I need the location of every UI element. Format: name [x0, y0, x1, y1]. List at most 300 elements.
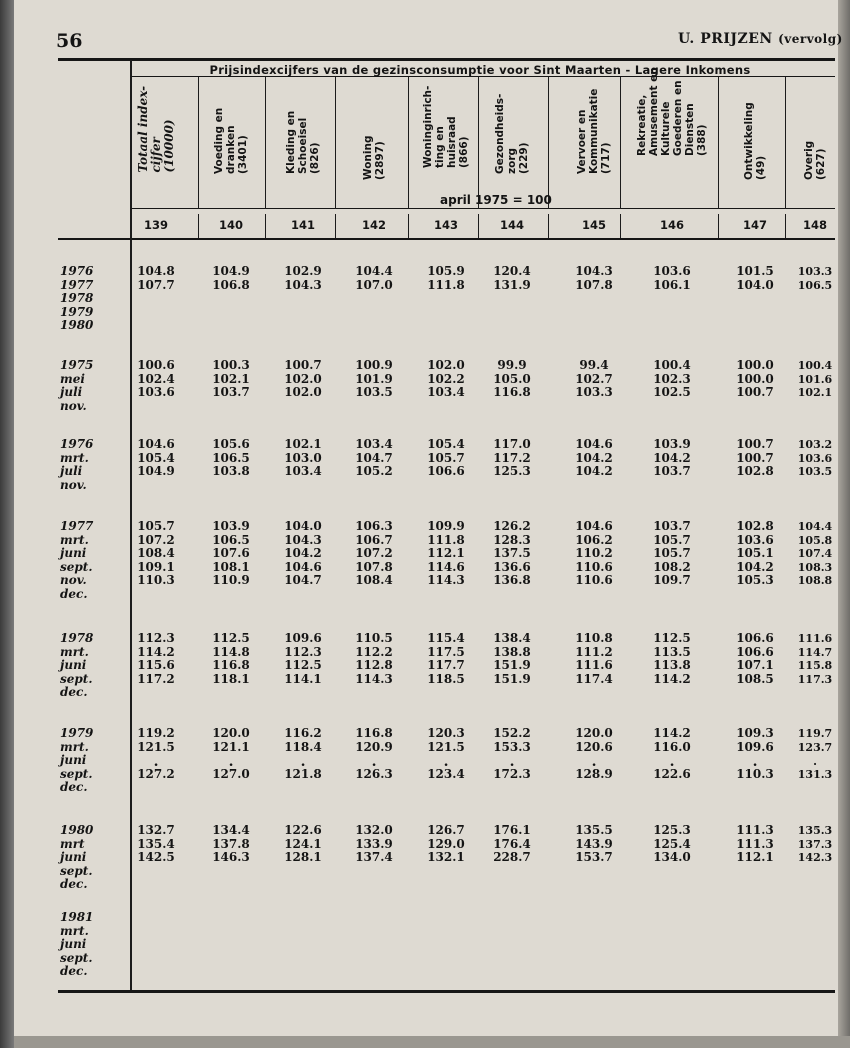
table-cell: 121.5 [137, 739, 175, 754]
table-cell: 114.2 [653, 671, 691, 686]
column-number: 143 [433, 218, 458, 232]
table-cell: 105.3 [736, 573, 774, 587]
table-cell: 137.5 [493, 546, 531, 560]
column-number: 145 [581, 218, 606, 232]
table-cell: 103.7 [653, 519, 691, 533]
table-cell: 135.3 [797, 824, 833, 837]
column-header [783, 78, 847, 196]
table-cell: 104.6 [575, 519, 613, 533]
table-cell: 100.7 [736, 450, 774, 465]
row-period-label: 1978 [60, 291, 94, 305]
table-cell: 112.8 [355, 658, 393, 672]
table-cell: 107.7 [137, 277, 175, 292]
table-cell: 102.8 [736, 464, 774, 478]
table-cell: 109.1 [137, 559, 175, 574]
table-cell: 104.2 [736, 559, 774, 574]
table-cell: 112.2 [355, 644, 393, 659]
table-cell: 135.5 [575, 823, 613, 837]
table-cell: 110.2 [575, 546, 613, 560]
table-cell: 110.6 [575, 559, 613, 574]
table-cell: 100.0 [736, 371, 774, 386]
row-period-label: sept. [60, 559, 93, 574]
missing-value-dot: . [752, 754, 758, 770]
table-cell: 104.2 [575, 464, 613, 478]
table-cell: 104.6 [284, 559, 322, 574]
table-cell: 108.2 [653, 559, 691, 574]
table-cell: 132.1 [427, 850, 465, 864]
table-cell: 108.4 [137, 546, 175, 560]
table-cell: 103.4 [284, 464, 322, 478]
horizontal-rule [58, 990, 835, 993]
table-cell: 128.3 [493, 532, 531, 547]
table-cell: 129.0 [427, 836, 465, 851]
table-cell: 107.1 [736, 658, 774, 672]
section-letter: U. [678, 31, 695, 47]
table-cell: 102.5 [653, 385, 691, 399]
table-cell: 112.5 [653, 631, 691, 645]
table-cell: 124.1 [284, 836, 322, 851]
row-period-label: juni [60, 850, 87, 864]
table-cell: 108.3 [797, 560, 833, 574]
column-divider [548, 77, 549, 209]
section-title: PRIJZEN [700, 31, 773, 47]
table-cell: 108.8 [797, 574, 833, 587]
table-cell: 103.6 [736, 532, 774, 547]
table-cell: 104.4 [355, 264, 393, 278]
column-header-label: Ontwikkeling (49) [743, 102, 767, 180]
missing-value-dot: . [228, 754, 234, 770]
table-cell: 103.2 [797, 438, 833, 451]
table-cell: 102.1 [797, 386, 833, 399]
table-cell: 110.9 [212, 573, 250, 587]
table-cell: 106.7 [355, 532, 393, 547]
table-cell: 117.2 [493, 450, 531, 465]
column-header [562, 78, 626, 196]
table-cell: 102.0 [427, 358, 465, 372]
missing-value-dot: . [591, 754, 597, 770]
column-divider [265, 77, 266, 209]
table-cell: 132.7 [137, 823, 175, 837]
row-period-label: dec. [60, 964, 88, 978]
column-header-label: Kleding en Schoeisel (826) [285, 110, 321, 174]
table-cell: 112.3 [137, 631, 175, 645]
table-cell: 117.4 [575, 671, 613, 686]
table-cell: 112.5 [284, 658, 322, 672]
table-cell: 142.3 [797, 851, 833, 864]
table-cell: 103.5 [797, 465, 833, 478]
table-cell: 104.9 [137, 464, 175, 478]
table-cell: 102.4 [137, 371, 175, 386]
row-period-label: juni [60, 546, 87, 560]
table-cell: 115.4 [427, 631, 465, 645]
table-cell: 100.4 [653, 358, 691, 372]
table-cell: 110.6 [575, 573, 613, 587]
table-cell: 111.3 [736, 823, 774, 837]
table-cell: 151.9 [493, 658, 531, 672]
table-cell: 112.5 [212, 631, 250, 645]
table-cell: 104.7 [284, 573, 322, 587]
table-cell: 100.9 [355, 358, 393, 372]
row-period-label: dec. [60, 780, 88, 794]
table-cell: 114.6 [427, 559, 465, 574]
row-period-label: sept. [60, 863, 93, 878]
table-cell: 111.3 [736, 836, 774, 851]
table-cell: 121.5 [427, 739, 465, 754]
page-number: 56 [56, 30, 83, 52]
row-period-label: juni [60, 658, 87, 672]
table-cell: 116.8 [355, 726, 393, 740]
row-period-label: 1977 [60, 519, 94, 533]
table-cell: 107.2 [137, 532, 175, 547]
table-cell: 142.5 [137, 850, 175, 864]
column-number-tick [265, 214, 266, 238]
table-cell: 106.2 [575, 532, 613, 547]
column-header-label: Woninginrich- ting en huisraad (866) [422, 85, 470, 168]
table-cell: 101.6 [797, 372, 833, 386]
row-period-label: mrt [60, 836, 85, 851]
column-header [636, 67, 708, 196]
table-cell: 118.5 [427, 671, 465, 686]
row-period-label: juni [60, 937, 87, 951]
table-cell: 103.7 [212, 385, 250, 399]
table-cell: 110.3 [736, 766, 774, 781]
column-number: 146 [659, 218, 684, 232]
row-period-label: 1975 [60, 358, 94, 372]
table-cell: 103.6 [137, 385, 175, 399]
table-cell: 103.6 [653, 264, 691, 278]
table-cell: 107.0 [355, 277, 393, 292]
row-period-label: mrt. [60, 450, 89, 465]
row-period-label: mrt. [60, 923, 89, 938]
page-header [678, 31, 843, 47]
table-cell: 125.3 [493, 464, 531, 478]
column-divider [478, 77, 479, 209]
table-cell: 103.7 [653, 464, 691, 478]
table-cell: 138.4 [493, 631, 531, 645]
horizontal-rule [58, 238, 835, 240]
table-cell: 104.2 [653, 450, 691, 465]
column-number-tick [718, 214, 719, 238]
table-cell: 103.5 [355, 385, 393, 399]
table-cell: 108.1 [212, 559, 250, 574]
table-cell: 117.3 [797, 672, 833, 686]
table-cell: 102.9 [284, 264, 322, 278]
missing-value-dot: . [813, 755, 817, 768]
row-period-label: nov. [60, 477, 87, 492]
table-cell: 102.8 [736, 519, 774, 533]
row-period-label: 1981 [60, 910, 94, 924]
row-period-label: sept. [60, 671, 93, 686]
table-cell: 112.1 [736, 850, 774, 864]
table-cell: 125.3 [653, 823, 691, 837]
table-cell: 121.1 [212, 739, 250, 754]
missing-value-dot: . [300, 754, 306, 770]
column-header-label: Rekreatie, Amusement en Kulturele Goederen en Diensten (388) [636, 67, 708, 156]
row-period-label: 1978 [60, 631, 94, 645]
table-cell: 110.5 [355, 631, 393, 645]
table-cell: 102.1 [284, 437, 322, 451]
table-cell: 153.3 [493, 739, 531, 754]
table-cell: 102.7 [575, 371, 613, 386]
table-cell: 102.3 [653, 371, 691, 386]
table-cell: 143.9 [575, 836, 613, 851]
column-number: 147 [742, 218, 767, 232]
table-cell: 110.3 [137, 573, 175, 587]
table-cell: 116.8 [212, 658, 250, 672]
table-cell: 176.4 [493, 836, 531, 851]
table-cell: 102.2 [427, 371, 465, 386]
table-cell: 105.7 [653, 532, 691, 547]
table-cell: 120.4 [493, 264, 531, 278]
row-period-label: 1980 [60, 823, 94, 837]
table-cell: 104.3 [284, 532, 322, 547]
column-number: 139 [143, 218, 168, 232]
table-cell: 105.9 [427, 264, 465, 278]
table-cell: 153.7 [575, 850, 613, 864]
table-cell: 228.7 [493, 850, 531, 864]
table-cell: 111.2 [575, 644, 613, 659]
table-cell: 118.1 [212, 671, 250, 686]
table-cell: 108.4 [355, 573, 393, 587]
column-number-tick [548, 214, 549, 238]
table-cell: 99.4 [579, 358, 609, 372]
row-period-label: juli [60, 385, 83, 399]
table-cell: 109.6 [284, 631, 322, 645]
table-cell: 122.6 [653, 766, 691, 781]
column-header-label: Totaal index- cijfer (10000) [135, 85, 176, 173]
table-cell: 109.9 [427, 519, 465, 533]
row-period-label: 1977 [60, 277, 94, 292]
table-cell: 132.0 [355, 823, 393, 837]
table-cell: 105.7 [653, 546, 691, 560]
table-cell: 104.3 [284, 277, 322, 292]
table-cell: 100.7 [736, 437, 774, 451]
table-cell: 117.7 [427, 658, 465, 672]
table-cell: 103.4 [355, 437, 393, 451]
table-cell: 103.6 [797, 451, 833, 465]
column-number: 144 [499, 218, 524, 232]
column-header [199, 78, 263, 196]
page-edge-bottom [14, 1036, 850, 1048]
horizontal-rule [130, 208, 835, 209]
column-number-tick [335, 214, 336, 238]
column-number: 140 [218, 218, 243, 232]
table-cell: 105.0 [493, 371, 531, 386]
table-cell: 109.7 [653, 573, 691, 587]
table-cell: 112.3 [284, 644, 322, 659]
table-cell: 106.5 [797, 278, 833, 292]
column-number: 141 [290, 218, 315, 232]
table-cell: 106.1 [653, 277, 691, 292]
table-cell: 151.9 [493, 671, 531, 686]
table-cell: 104.4 [797, 520, 833, 533]
column-header [124, 78, 188, 196]
table-cell: 104.2 [284, 546, 322, 560]
column-number-tick [478, 214, 479, 238]
row-period-label: juli [60, 464, 83, 478]
table-cell: 103.8 [212, 464, 250, 478]
column-header-label: Voeding en dranken (3401) [213, 107, 249, 174]
table-cell: 152.2 [493, 726, 531, 740]
table-cell: 103.0 [284, 450, 322, 465]
table-cell: 105.2 [355, 464, 393, 478]
table-cell: 105.4 [137, 450, 175, 465]
table-cell: 176.1 [493, 823, 531, 837]
table-cell: 121.8 [284, 766, 322, 781]
row-period-label: dec. [60, 877, 88, 891]
table-cell: 137.4 [355, 850, 393, 864]
column-header-label: Vervoer en Kommunikatie (717) [576, 88, 612, 174]
table-cell: 114.3 [427, 573, 465, 587]
column-header [414, 78, 478, 196]
table-cell: 108.5 [736, 671, 774, 686]
table-cell: 116.0 [653, 739, 691, 754]
column-header-label: Woning (2897) [362, 135, 386, 180]
table-cell: 111.8 [427, 277, 465, 292]
column-header [342, 78, 406, 196]
table-cell: 117.0 [493, 437, 531, 451]
table-cell: 131.9 [493, 277, 531, 292]
column-divider [718, 77, 719, 209]
table-cell: 107.6 [212, 546, 250, 560]
table-cell: 120.3 [427, 726, 465, 740]
table-cell: 122.6 [284, 823, 322, 837]
table-cell: 105.1 [736, 546, 774, 560]
table-cell: 105.6 [212, 437, 250, 451]
horizontal-rule [58, 58, 835, 61]
row-period-label: mei [60, 371, 85, 386]
column-number-tick [408, 214, 409, 238]
table-cell: 128.9 [575, 766, 613, 781]
table-cell: 105.7 [137, 519, 175, 533]
table-cell: 114.2 [137, 644, 175, 659]
table-cell: 113.8 [653, 658, 691, 672]
column-divider [408, 77, 409, 209]
table-cell: 103.9 [212, 519, 250, 533]
table-cell: 137.8 [212, 836, 250, 851]
table-cell: 116.8 [493, 385, 531, 399]
table-cell: 104.2 [575, 450, 613, 465]
base-period-note: april 1975 = 100 [440, 193, 552, 207]
table-cell: 128.1 [284, 850, 322, 864]
table-cell: 106.3 [355, 519, 393, 533]
table-cell: 111.8 [427, 532, 465, 547]
missing-value-dot: . [371, 754, 377, 770]
table-cell: 120.0 [212, 726, 250, 740]
row-period-label: 1976 [60, 437, 94, 451]
table-cell: 104.7 [355, 450, 393, 465]
column-header [480, 78, 544, 196]
table-cell: 109.3 [736, 726, 774, 740]
table-cell: 119.2 [137, 726, 175, 740]
table-cell: 116.2 [284, 726, 322, 740]
table-cell: 104.3 [575, 264, 613, 278]
row-period-label: sept. [60, 950, 93, 965]
table-cell: 146.3 [212, 850, 250, 864]
table-cell: 103.4 [427, 385, 465, 399]
table-cell: 114.3 [355, 671, 393, 686]
table-cell: 103.3 [797, 265, 833, 278]
table-cell: 112.1 [427, 546, 465, 560]
table-cell: 107.8 [355, 559, 393, 574]
table-cell: 126.2 [493, 519, 531, 533]
row-period-label: 1979 [60, 304, 94, 319]
missing-value-dot: . [669, 754, 675, 770]
table-cell: 133.9 [355, 836, 393, 851]
column-header [723, 78, 787, 196]
table-cell: 106.6 [736, 644, 774, 659]
table-cell: 104.8 [137, 264, 175, 278]
table-cell: 101.5 [736, 264, 774, 278]
row-period-label: mrt. [60, 739, 89, 754]
table-cell: 134.0 [653, 850, 691, 864]
table-cell: 106.8 [212, 277, 250, 292]
table-cell: 100.7 [284, 358, 322, 372]
table-cell: 125.4 [653, 836, 691, 851]
table-cell: 102.0 [284, 385, 322, 399]
table-cell: 138.8 [493, 644, 531, 659]
table-cell: 99.9 [497, 358, 527, 372]
table-cell: 126.7 [427, 823, 465, 837]
table-cell: 118.4 [284, 739, 322, 754]
table-cell: 114.8 [212, 644, 250, 659]
table-cell: 102.0 [284, 371, 322, 386]
table-cell: 100.7 [736, 385, 774, 399]
table-cell: 100.6 [137, 358, 175, 372]
table-cell: 105.7 [427, 450, 465, 465]
table-cell: 115.6 [137, 658, 175, 672]
table-cell: 105.8 [797, 533, 833, 547]
row-period-label: dec. [60, 685, 88, 699]
row-period-label: juni [60, 753, 87, 767]
table-cell: 106.6 [427, 464, 465, 478]
table-cell: 137.3 [797, 837, 833, 851]
table-cell: 106.6 [736, 631, 774, 645]
row-period-label: dec. [60, 586, 88, 601]
missing-value-dot: . [509, 754, 515, 770]
table-cell: 120.0 [575, 726, 613, 740]
table-cell: 123.7 [797, 740, 833, 754]
table-cell: 101.9 [355, 371, 393, 386]
table-cell: 100.4 [797, 359, 833, 372]
row-period-label: nov. [60, 573, 87, 587]
table-cell: 104.0 [284, 519, 322, 533]
table-cell: 104.6 [137, 437, 175, 451]
column-number: 142 [361, 218, 386, 232]
table-cell: 109.6 [736, 739, 774, 754]
table-cell: 104.6 [575, 437, 613, 451]
table-cell: 103.3 [575, 385, 613, 399]
column-header-label: Gezondheids- zorg (229) [494, 93, 530, 174]
table-cell: 127.2 [137, 766, 175, 781]
table-cell: 111.6 [797, 632, 833, 645]
table-cell: 127.0 [212, 766, 250, 781]
table-cell: 135.4 [137, 836, 175, 851]
table-cell: 106.5 [212, 450, 250, 465]
table-cell: 134.4 [212, 823, 250, 837]
table-cell: 107.8 [575, 277, 613, 292]
table-cell: 123.4 [427, 766, 465, 781]
table-title: Prijsindexcijfers van de gezinsconsumptie voor Sint Maarten - Lagere Inkomens [209, 63, 751, 77]
table-cell: 105.4 [427, 437, 465, 451]
column-header [271, 78, 335, 196]
missing-value-dot: . [153, 754, 159, 770]
table-cell: 114.1 [284, 671, 322, 686]
table-cell: 107.4 [797, 547, 833, 560]
table-cell: 126.3 [355, 766, 393, 781]
table-cell: 113.5 [653, 644, 691, 659]
book-spine [0, 0, 14, 1048]
